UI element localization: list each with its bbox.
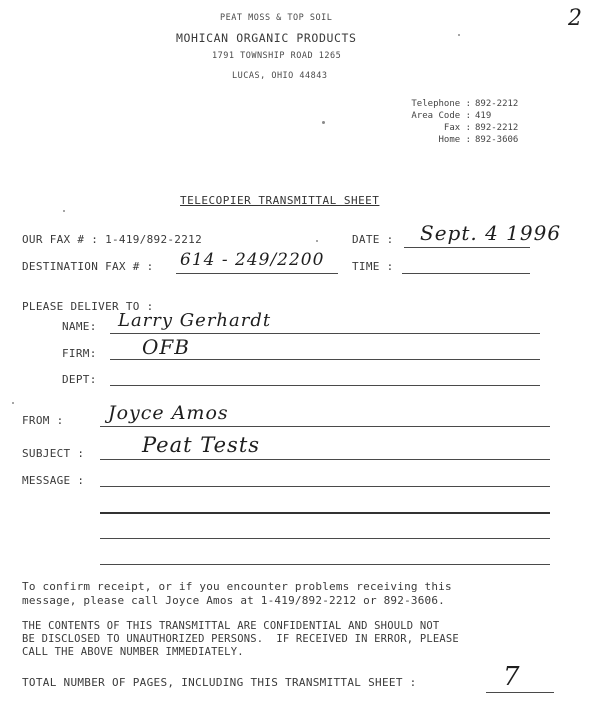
contact-label: Fax : — [443, 123, 471, 133]
contact-row-home — [403, 134, 518, 146]
date-label: DATE : — [352, 233, 394, 246]
page-number-mark: 2 — [568, 6, 583, 31]
name-underline — [110, 333, 540, 334]
from-underline — [100, 426, 550, 427]
contact-label: Area Code : — [411, 111, 471, 121]
confirm-receipt-text: To confirm receipt, or if you encounter problems receiving this message, please call Joyce Amos at 1-419/892-2212 or 892-3606. — [22, 580, 452, 607]
contact-label: Home : — [438, 135, 471, 145]
destination-fax-underline — [176, 273, 338, 274]
date-value: Sept. 4 1996 — [420, 221, 562, 245]
contact-row-fax — [403, 122, 518, 134]
name-label: NAME: — [62, 320, 97, 333]
destination-fax-value: 614 - 249/2200 — [180, 250, 325, 270]
subject-label: SUBJECT : — [22, 447, 85, 460]
name-value: Larry Gerhardt — [118, 310, 272, 331]
message-line-2 — [100, 512, 550, 514]
letterhead-tagline: PEAT MOSS & TOP SOIL — [220, 13, 333, 23]
subject-underline — [100, 459, 550, 460]
letterhead-company-name: MOHICAN ORGANIC PRODUCTS — [176, 31, 357, 45]
contact-row-telephone — [403, 98, 518, 110]
form-title: TELECOPIER TRANSMITTAL SHEET — [180, 194, 380, 207]
subject-value: Peat Tests — [142, 433, 261, 457]
contact-value: 892-3606 — [475, 135, 519, 145]
contact-value: 892-2212 — [475, 99, 519, 109]
scan-speck — [322, 121, 325, 124]
contact-row-area-code — [403, 110, 518, 122]
total-pages-underline — [486, 692, 554, 693]
total-pages-label: TOTAL NUMBER OF PAGES, INCLUDING THIS TRANSMITTAL SHEET : — [22, 676, 417, 689]
scan-speck — [12, 402, 14, 404]
message-label: MESSAGE : — [22, 474, 85, 487]
scan-speck — [63, 210, 65, 212]
contact-block — [403, 98, 518, 146]
contact-value: 419 — [475, 111, 492, 121]
scan-speck — [316, 240, 318, 242]
message-line-3 — [100, 538, 550, 539]
confidentiality-notice: THE CONTENTS OF THIS TRANSMITTAL ARE CONFIDENTIAL AND SHOULD NOT BE DISCLOSED TO UNAUTHORIZED PERSONS. IF RECEIVED IN ERROR, PLEASE CALL THE ABOVE NUMBER IMMEDIATELY. — [22, 620, 459, 658]
total-pages-value: 7 — [503, 662, 521, 692]
our-fax-label: OUR FAX # : 1-419/892-2212 — [22, 233, 202, 246]
firm-underline — [110, 359, 540, 360]
destination-fax-label: DESTINATION FAX # : — [22, 260, 154, 273]
message-line-4 — [100, 564, 550, 565]
firm-label: FIRM: — [62, 347, 97, 360]
contact-value: 892-2212 — [475, 123, 519, 133]
firm-value: OFB — [142, 335, 190, 359]
from-label: FROM : — [22, 414, 64, 427]
scan-speck — [458, 34, 460, 36]
time-label: TIME : — [352, 260, 394, 273]
deliver-to-label: PLEASE DELIVER TO : — [22, 300, 154, 313]
message-line-1 — [100, 486, 550, 487]
dept-underline — [110, 385, 540, 386]
contact-label: Telephone : — [411, 99, 471, 109]
date-underline — [404, 247, 530, 248]
letterhead-city: LUCAS, OHIO 44843 — [232, 71, 328, 81]
from-value: Joyce Amos — [108, 402, 229, 424]
time-underline — [402, 273, 530, 274]
letterhead-street: 1791 TOWNSHIP ROAD 1265 — [212, 51, 342, 61]
dept-label: DEPT: — [62, 373, 97, 386]
